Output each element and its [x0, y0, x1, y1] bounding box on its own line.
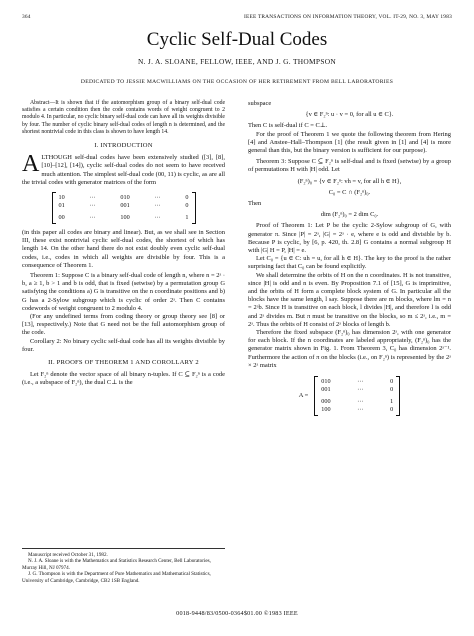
corollary-2: Corollary 2: No binary cyclic self-dual code has all its weights divisible by four.	[22, 337, 225, 353]
intro-paragraph-1	[22, 151, 225, 187]
paper-title: Cyclic Self-Dual Codes	[146, 29, 328, 50]
matrix-row: 001 ··· 0	[321, 386, 394, 394]
then-label: Then	[248, 200, 262, 208]
drop-cap: A	[22, 151, 40, 178]
abstract	[22, 100, 225, 136]
running-header	[22, 14, 452, 24]
matrix-a-label: A =	[298, 391, 309, 399]
proof-paragraph-3: We shall determine the orbits of H on the n coordinates. H is not transitive, since |H| is odd and n is even. By Proposition 7.1 of [15], G is imprimitive, and the orbits of H form a complete block system of G. In particular all the blocks have the same length, l say. Suppose there are m blocks, where lm = n = 2ᵃb. Since H is transitive on each block, l divides |H|, and therefore l is odd and 2ᵃ divides m. But π must be transitive on the blocks, so m ≤ 2ᵃ, i.e., m = 2ᵃ. Thus the orbits of H consist of 2ᵃ blocks of length b.	[248, 271, 451, 328]
matrix-row: 01 ··· 001 ··· 0	[58, 202, 189, 210]
subspace-label: subspace	[248, 100, 272, 107]
matrix-row: 10 ··· 010 ··· 0	[58, 194, 189, 202]
undefined-terms-paragraph: (For any undefined terms from coding theory or group theory see [8] or [13], respectively.) Note that G need not be the full automorphism group of the code.	[22, 313, 225, 337]
matrix-row: 100 ··· 0	[321, 406, 394, 414]
copyright-line: 0018-9448/83/0500-0364$01.00 ©1983 IEEE	[176, 610, 298, 617]
footnote-block	[22, 548, 225, 584]
trivial-code-matrix	[52, 192, 196, 224]
equation-c0: C₀ = C ∩ (F₂ⁿ)₀.	[328, 188, 371, 196]
self-dual-definition: Then C is self-dual if C = C⊥.	[248, 122, 328, 130]
theorem-3: Theorem 3: Suppose C ⊆ F₂ⁿ is self-dual and is fixed (setwise) by a group of permutations H with |H| odd. Let	[248, 158, 451, 174]
proof-paragraph-2: Let C₀ = {u ∈ C: uh = u, for all h ∈ H}. The key to the proof is the rather surprising fact that C₀ can be found explicitly.	[248, 255, 451, 271]
theorem-1: Theorem 1: Suppose C is a binary self-dual code of length n, where n = 2ᵃ · b, a ≥ 1, b > 1 and b is odd, that is fixed (setwise) by a permutation group G satisfying the conditions a) G is transitive on the n coordinate positions and b) G has a 2-Sylow subgroup which is cyclic of order 2ᵃ. Then C contains codewords of weight congruent to 2 modulo 4.	[22, 272, 225, 312]
matrix-a	[314, 376, 400, 416]
matrix-row: 010 ··· 0	[321, 378, 394, 386]
matrix-row: 000 ··· 1	[321, 398, 394, 406]
footnote-thompson: J. G. Thompson is with the Department of Pure Mathematics and Mathematical Statistics, University of Cambridge, Cambridge, CB2 1SB England.	[22, 571, 211, 584]
intro-paragraph-1-text: LTHOUGH self-dual codes have been extensively studied ([3], [8], [10]–[12], [14]), cyclic self-dual codes do not seem to have received much attention. The simplest self-dual code (00, 11) is cyclic, as are all the trivial codes with generator matrices of the form	[22, 154, 225, 186]
journal-name: IEEE TRANSACTIONS ON INFORMATION THEORY, VOL. IT-29, NO. 3, MAY 1983	[243, 14, 452, 20]
intro-paragraph-2: (in this paper all codes are binary and linear). But, as we shall see in Section III, these exist nontrivial cyclic self-dual codes, the shortest of which has length 14. On the other hand there do not exist doubly even cyclic self-dual codes, i.e., codes in which all weights are divisible by four. This is a consequence of Theorem 1.	[22, 229, 225, 269]
footnote-sloane: N. J. A. Sloane is with the Mathematics and Statistics Research Center, Bell Laboratories, Murray Hill, NJ 07974.	[22, 558, 211, 571]
section-heading-introduction: I. INTRODUCTION	[94, 142, 153, 150]
section-2-paragraph-1: Let F₂ⁿ denote the vector space of all binary n-tuples. If C ⊆ F₂ⁿ is a code (i.e., a subspace of F₂ⁿ), the dual C⊥ is the	[22, 371, 225, 387]
right-column	[248, 100, 451, 422]
page-number: 364	[22, 14, 31, 20]
footnote-received: Manuscript received October 31, 1982.	[28, 552, 108, 558]
abstract-text: Abstract—It is shown that if the automorphism group of a binary self-dual code satisfies a certain condition then the code contains words of weight congruent to 2 modulo 4. In particular, no cyclic binary self-dual code can have all its weights divisible by four. The number of cyclic binary self-dual codes of length n is determined, and the shortest nontrivial code in this class is shown to have length 14.	[22, 100, 225, 135]
section-heading-proofs: II. PROOFS OF THEOREM 1 AND COROLLARY 2	[48, 359, 199, 367]
proof-paragraph-4: Therefore the fixed subspace (F₂ⁿ)₀ has dimension 2ᵃ, with one generator for each block. If the n coordinates are labeled appropriately, (F₂ⁿ)₀ has the generator matrix shown in Fig. 1. From Theorem 3, C₀ has dimension 2ᵃ⁻¹. Furthermore the action of π on the blocks (i.e., on F₂ⁿ) is represented by the 2ᵃ × 2ᵃ matrix	[248, 329, 451, 369]
matrix-row: 00 ··· 100 ··· 1	[58, 214, 189, 222]
hering-paragraph: For the proof of Theorem 1 we quote the following theorem from Hering [4] and Anstee–Hall–Thompson [1] (the result given in [1] and [4] is more general than this, but the binary version is sufficient for our purpose).	[248, 130, 451, 155]
left-column	[22, 100, 225, 388]
equation-dual-definition: {v ∈ F₂ⁿ: u · v = 0, for all u ∈ C}.	[305, 111, 394, 119]
proof-paragraph-1: Proof of Theorem 1: Let P be the cyclic 2-Sylow subgroup of G, with generator π. Since |P| = 2ᵃ, |G| = 2ᵃ · e, where e is odd and divisible by b. Because P is cyclic, by [6, p. 420, th. 2.8] G contains a normal subgroup H with |G| H = P, |H| = e.	[248, 222, 451, 255]
equation-dimension: dim (F₂ⁿ)₀ = 2 dim C₀.	[320, 211, 379, 219]
author-line: N. J. A. SLOANE, FELLOW, IEEE, AND J. G. THOMPSON	[137, 57, 337, 66]
equation-fixed-subspace: (F₂ⁿ)₀ = {v ∈ F₂ⁿ: vh = v, for all h ∈ H},	[297, 177, 402, 185]
dedication-line: DEDICATED TO JESSIE MACWILLIAMS ON THE OCCASION OF HER RETIREMENT FROM BELL LABORATORIES	[80, 79, 394, 85]
matrix-a-block	[248, 376, 451, 416]
